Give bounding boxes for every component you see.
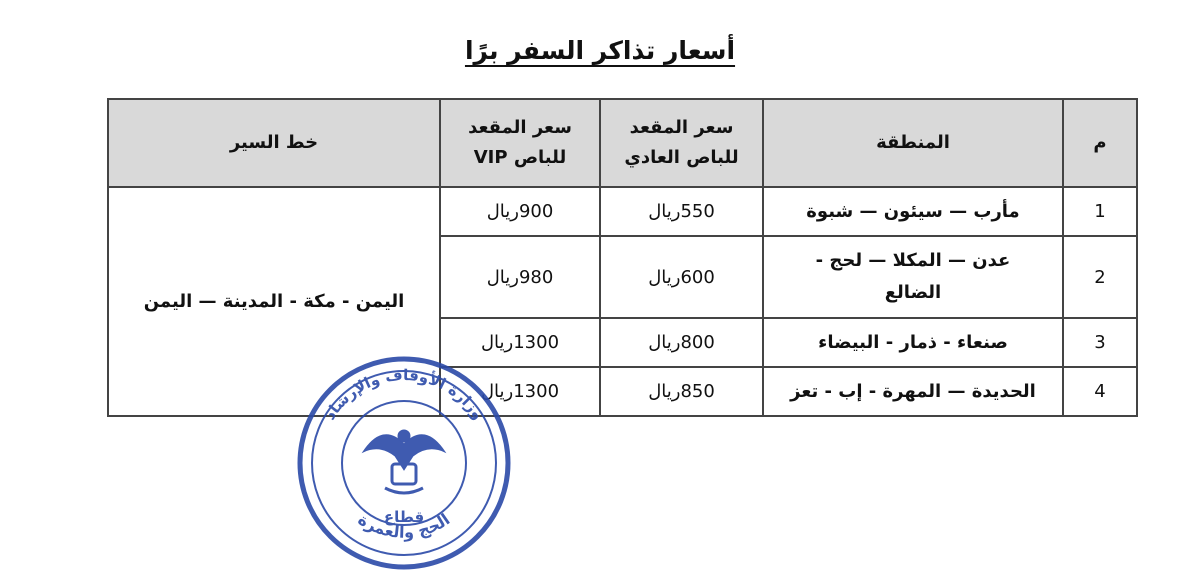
stamp-bottom-text: الحج والعمرة bbox=[354, 509, 454, 542]
row-regular-price: 600ريال bbox=[600, 236, 763, 318]
stamp-top-text: وزارة الأوقاف والإرشاد bbox=[320, 365, 488, 424]
page-title bbox=[0, 36, 1200, 65]
row-region: صنعاء - ذمار - البيضاء bbox=[763, 318, 1063, 367]
eagle-emblem-icon bbox=[363, 430, 445, 493]
header-num: م bbox=[1063, 99, 1137, 187]
header-regular-price bbox=[600, 99, 763, 187]
row-num: 3 bbox=[1063, 318, 1137, 367]
row-region bbox=[763, 236, 1063, 318]
header-regular-price-line2: للباص العادي bbox=[624, 147, 739, 168]
row-num: 4 bbox=[1063, 367, 1137, 416]
row-region: مأرب — سيئون — شبوة bbox=[763, 187, 1063, 236]
header-vip-price-line2: للباص VIP bbox=[473, 147, 567, 168]
table-row bbox=[108, 187, 1137, 236]
header-vip-price-line1: سعر المقعد bbox=[468, 117, 572, 138]
row-vip-price: 980ريال bbox=[440, 236, 600, 318]
stamp-center-text: قطاع bbox=[383, 508, 425, 526]
route-cell: اليمن - مكة - المدينة — اليمن bbox=[108, 187, 440, 416]
row-regular-price: 850ريال bbox=[600, 367, 763, 416]
row-vip-price: 1300ريال bbox=[440, 318, 600, 367]
header-vip-price bbox=[440, 99, 600, 187]
row-num: 1 bbox=[1063, 187, 1137, 236]
header-region: المنطقة bbox=[763, 99, 1063, 187]
row-region-line2: الضالع bbox=[884, 282, 942, 303]
table-header-row bbox=[108, 99, 1137, 187]
header-regular-price-line1: سعر المقعد bbox=[629, 117, 734, 138]
row-region-line1: عدن — المكلا — لحج - bbox=[815, 250, 1011, 271]
row-vip-price: 1300ريال bbox=[440, 367, 600, 416]
row-vip-price: 900ريال bbox=[440, 187, 600, 236]
header-route: خط السير bbox=[108, 99, 440, 187]
row-region: الحديدة — المهرة - إب - تعز bbox=[763, 367, 1063, 416]
page-title-text: أسعار تذاكر السفر برًا bbox=[464, 36, 736, 65]
row-num: 2 bbox=[1063, 236, 1137, 318]
row-regular-price: 550ريال bbox=[600, 187, 763, 236]
official-stamp bbox=[293, 352, 515, 574]
prices-table bbox=[107, 98, 1138, 417]
row-regular-price: 800ريال bbox=[600, 318, 763, 367]
